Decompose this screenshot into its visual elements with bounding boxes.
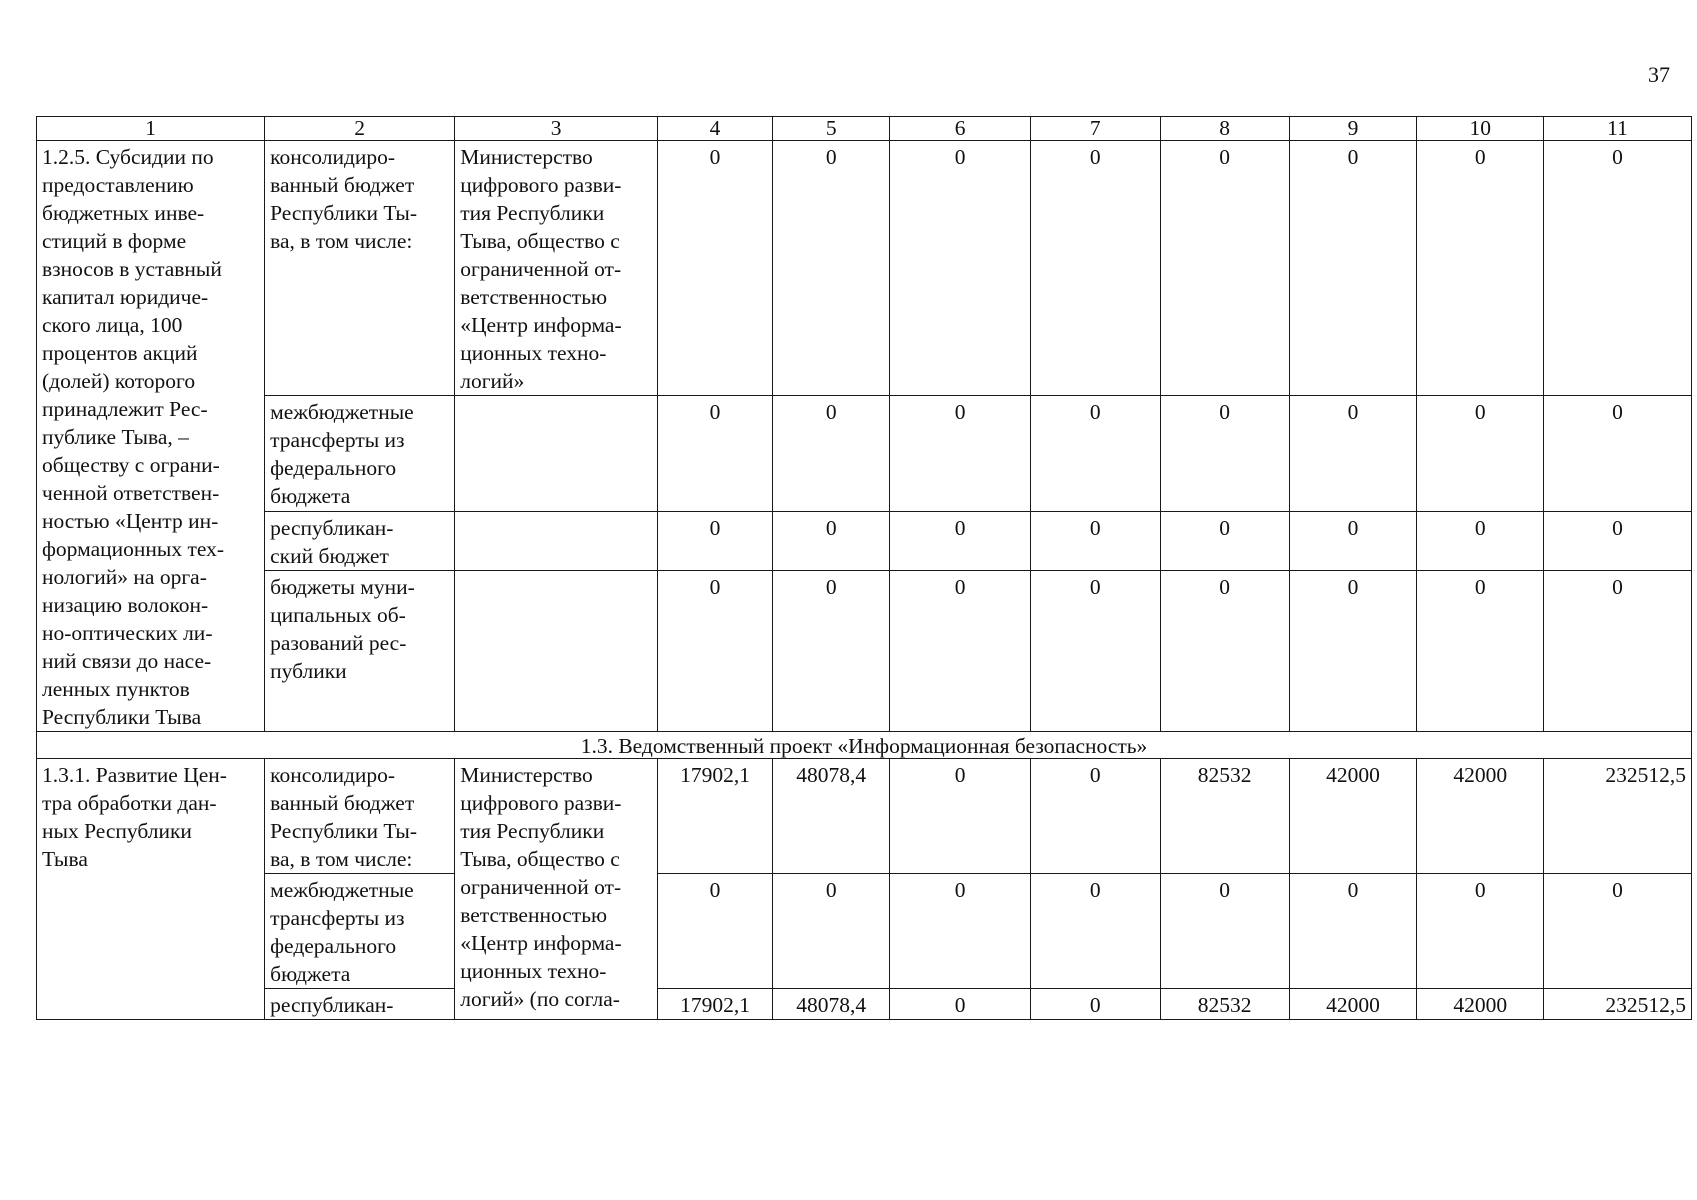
value-cell: 0	[658, 396, 773, 511]
value-cell: 0	[773, 874, 890, 989]
value-cell: 0	[890, 396, 1030, 511]
value-cell: 17902,1	[658, 759, 773, 874]
section-title: 1.3. Ведомственный проект «Информационная безопасность»	[37, 732, 1692, 759]
executor-cell: Министерство цифрового разви- тия Республики Тыва, общество с ограниченной от- ветственностью «Центр информа- ционных техно- логий» (по согла-	[455, 759, 658, 1020]
section-row	[37, 732, 1692, 759]
activity-name-cell: 1.2.5. Субсидии по предоставлению бюджетных инве- стиций в форме взносов в уставный капитал юридиче- ского лица, 100 процентов акций (долей) которого принадлежит Рес- публике Тыва, – обществу с ограни- ченной ответствен- ностью «Центр ин- формационных тех- нологий» на орга- низацию волокон- но-оптических ли- ний связи до насе- ленных пунктов Республики Тыва	[37, 141, 265, 732]
value-cell: 0	[773, 570, 890, 731]
value-cell: 0	[1544, 511, 1692, 570]
value-cell: 232512,5	[1544, 989, 1692, 1020]
table-row	[37, 989, 1692, 1020]
column-header: 8	[1160, 117, 1289, 141]
value-cell: 82532	[1160, 759, 1289, 874]
value-cell: 0	[1160, 570, 1289, 731]
column-header: 9	[1289, 117, 1417, 141]
table-row	[37, 570, 1692, 731]
value-cell: 0	[1544, 570, 1692, 731]
value-cell: 0	[658, 874, 773, 989]
funding-source-cell: консолидиро- ванный бюджет Республики Ты- ва, в том числе:	[265, 759, 455, 874]
value-cell: 0	[1289, 511, 1417, 570]
value-cell: 232512,5	[1544, 759, 1692, 874]
value-cell: 0	[1030, 570, 1160, 731]
value-cell: 82532	[1160, 989, 1289, 1020]
table-row	[37, 874, 1692, 989]
page-number: 37	[1648, 62, 1670, 87]
value-cell: 0	[1030, 989, 1160, 1020]
value-cell: 0	[1544, 874, 1692, 989]
value-cell: 0	[773, 141, 890, 396]
value-cell: 0	[1030, 141, 1160, 396]
executor-cell: Министерство цифрового разви- тия Республики Тыва, общество с ограниченной от- ветственностью «Центр информа- ционных техно- логий»	[455, 141, 658, 396]
value-cell: 42000	[1289, 759, 1417, 874]
executor-cell-empty	[455, 570, 658, 731]
activity-name-cell: 1.3.1. Развитие Цен- тра обработки дан- ных Республики Тыва	[37, 759, 265, 1020]
budget-table	[36, 116, 1692, 1020]
value-cell: 0	[1160, 511, 1289, 570]
table-row	[37, 141, 1692, 396]
value-cell: 17902,1	[658, 989, 773, 1020]
value-cell: 0	[890, 989, 1030, 1020]
column-header: 11	[1544, 117, 1692, 141]
value-cell: 0	[658, 141, 773, 396]
table-row	[37, 759, 1692, 874]
value-cell: 0	[1289, 141, 1417, 396]
funding-source-cell: консолидиро- ванный бюджет Республики Ты- ва, в том числе:	[265, 141, 455, 396]
value-cell: 42000	[1289, 989, 1417, 1020]
value-cell: 0	[1289, 396, 1417, 511]
column-header: 7	[1030, 117, 1160, 141]
value-cell: 42000	[1417, 759, 1544, 874]
value-cell: 0	[1544, 141, 1692, 396]
value-cell: 0	[658, 570, 773, 731]
value-cell: 0	[1030, 874, 1160, 989]
executor-cell-empty	[455, 511, 658, 570]
funding-source-cell: межбюджетные трансферты из федерального бюджета	[265, 874, 455, 989]
funding-source-cell: межбюджетные трансферты из федерального бюджета	[265, 396, 455, 511]
value-cell: 0	[890, 759, 1030, 874]
table-row	[37, 511, 1692, 570]
executor-cell-empty	[455, 396, 658, 511]
value-cell: 0	[773, 511, 890, 570]
column-header: 10	[1417, 117, 1544, 141]
value-cell: 0	[890, 874, 1030, 989]
value-cell: 0	[1030, 511, 1160, 570]
value-cell: 0	[890, 511, 1030, 570]
value-cell: 0	[658, 511, 773, 570]
column-header: 4	[658, 117, 773, 141]
value-cell: 0	[1544, 396, 1692, 511]
value-cell: 0	[1417, 141, 1544, 396]
value-cell: 0	[1160, 396, 1289, 511]
column-header: 5	[773, 117, 890, 141]
value-cell: 0	[1417, 874, 1544, 989]
value-cell: 0	[1417, 570, 1544, 731]
value-cell: 0	[773, 396, 890, 511]
funding-source-cell: республикан- ский бюджет	[265, 511, 455, 570]
value-cell: 0	[1289, 570, 1417, 731]
value-cell: 0	[1160, 874, 1289, 989]
header-row	[37, 117, 1692, 141]
value-cell: 0	[890, 141, 1030, 396]
value-cell: 0	[1160, 141, 1289, 396]
value-cell: 0	[1417, 396, 1544, 511]
value-cell: 0	[1030, 396, 1160, 511]
value-cell: 0	[890, 570, 1030, 731]
value-cell: 0	[1417, 511, 1544, 570]
column-header: 1	[37, 117, 265, 141]
column-header: 3	[455, 117, 658, 141]
table-row	[37, 396, 1692, 511]
column-header: 2	[265, 117, 455, 141]
funding-source-cell: республикан-	[265, 989, 455, 1020]
value-cell: 42000	[1417, 989, 1544, 1020]
column-header: 6	[890, 117, 1030, 141]
funding-source-cell: бюджеты муни- ципальных об- разований рес- публики	[265, 570, 455, 731]
value-cell: 48078,4	[773, 759, 890, 874]
value-cell: 0	[1289, 874, 1417, 989]
value-cell: 48078,4	[773, 989, 890, 1020]
value-cell: 0	[1030, 759, 1160, 874]
